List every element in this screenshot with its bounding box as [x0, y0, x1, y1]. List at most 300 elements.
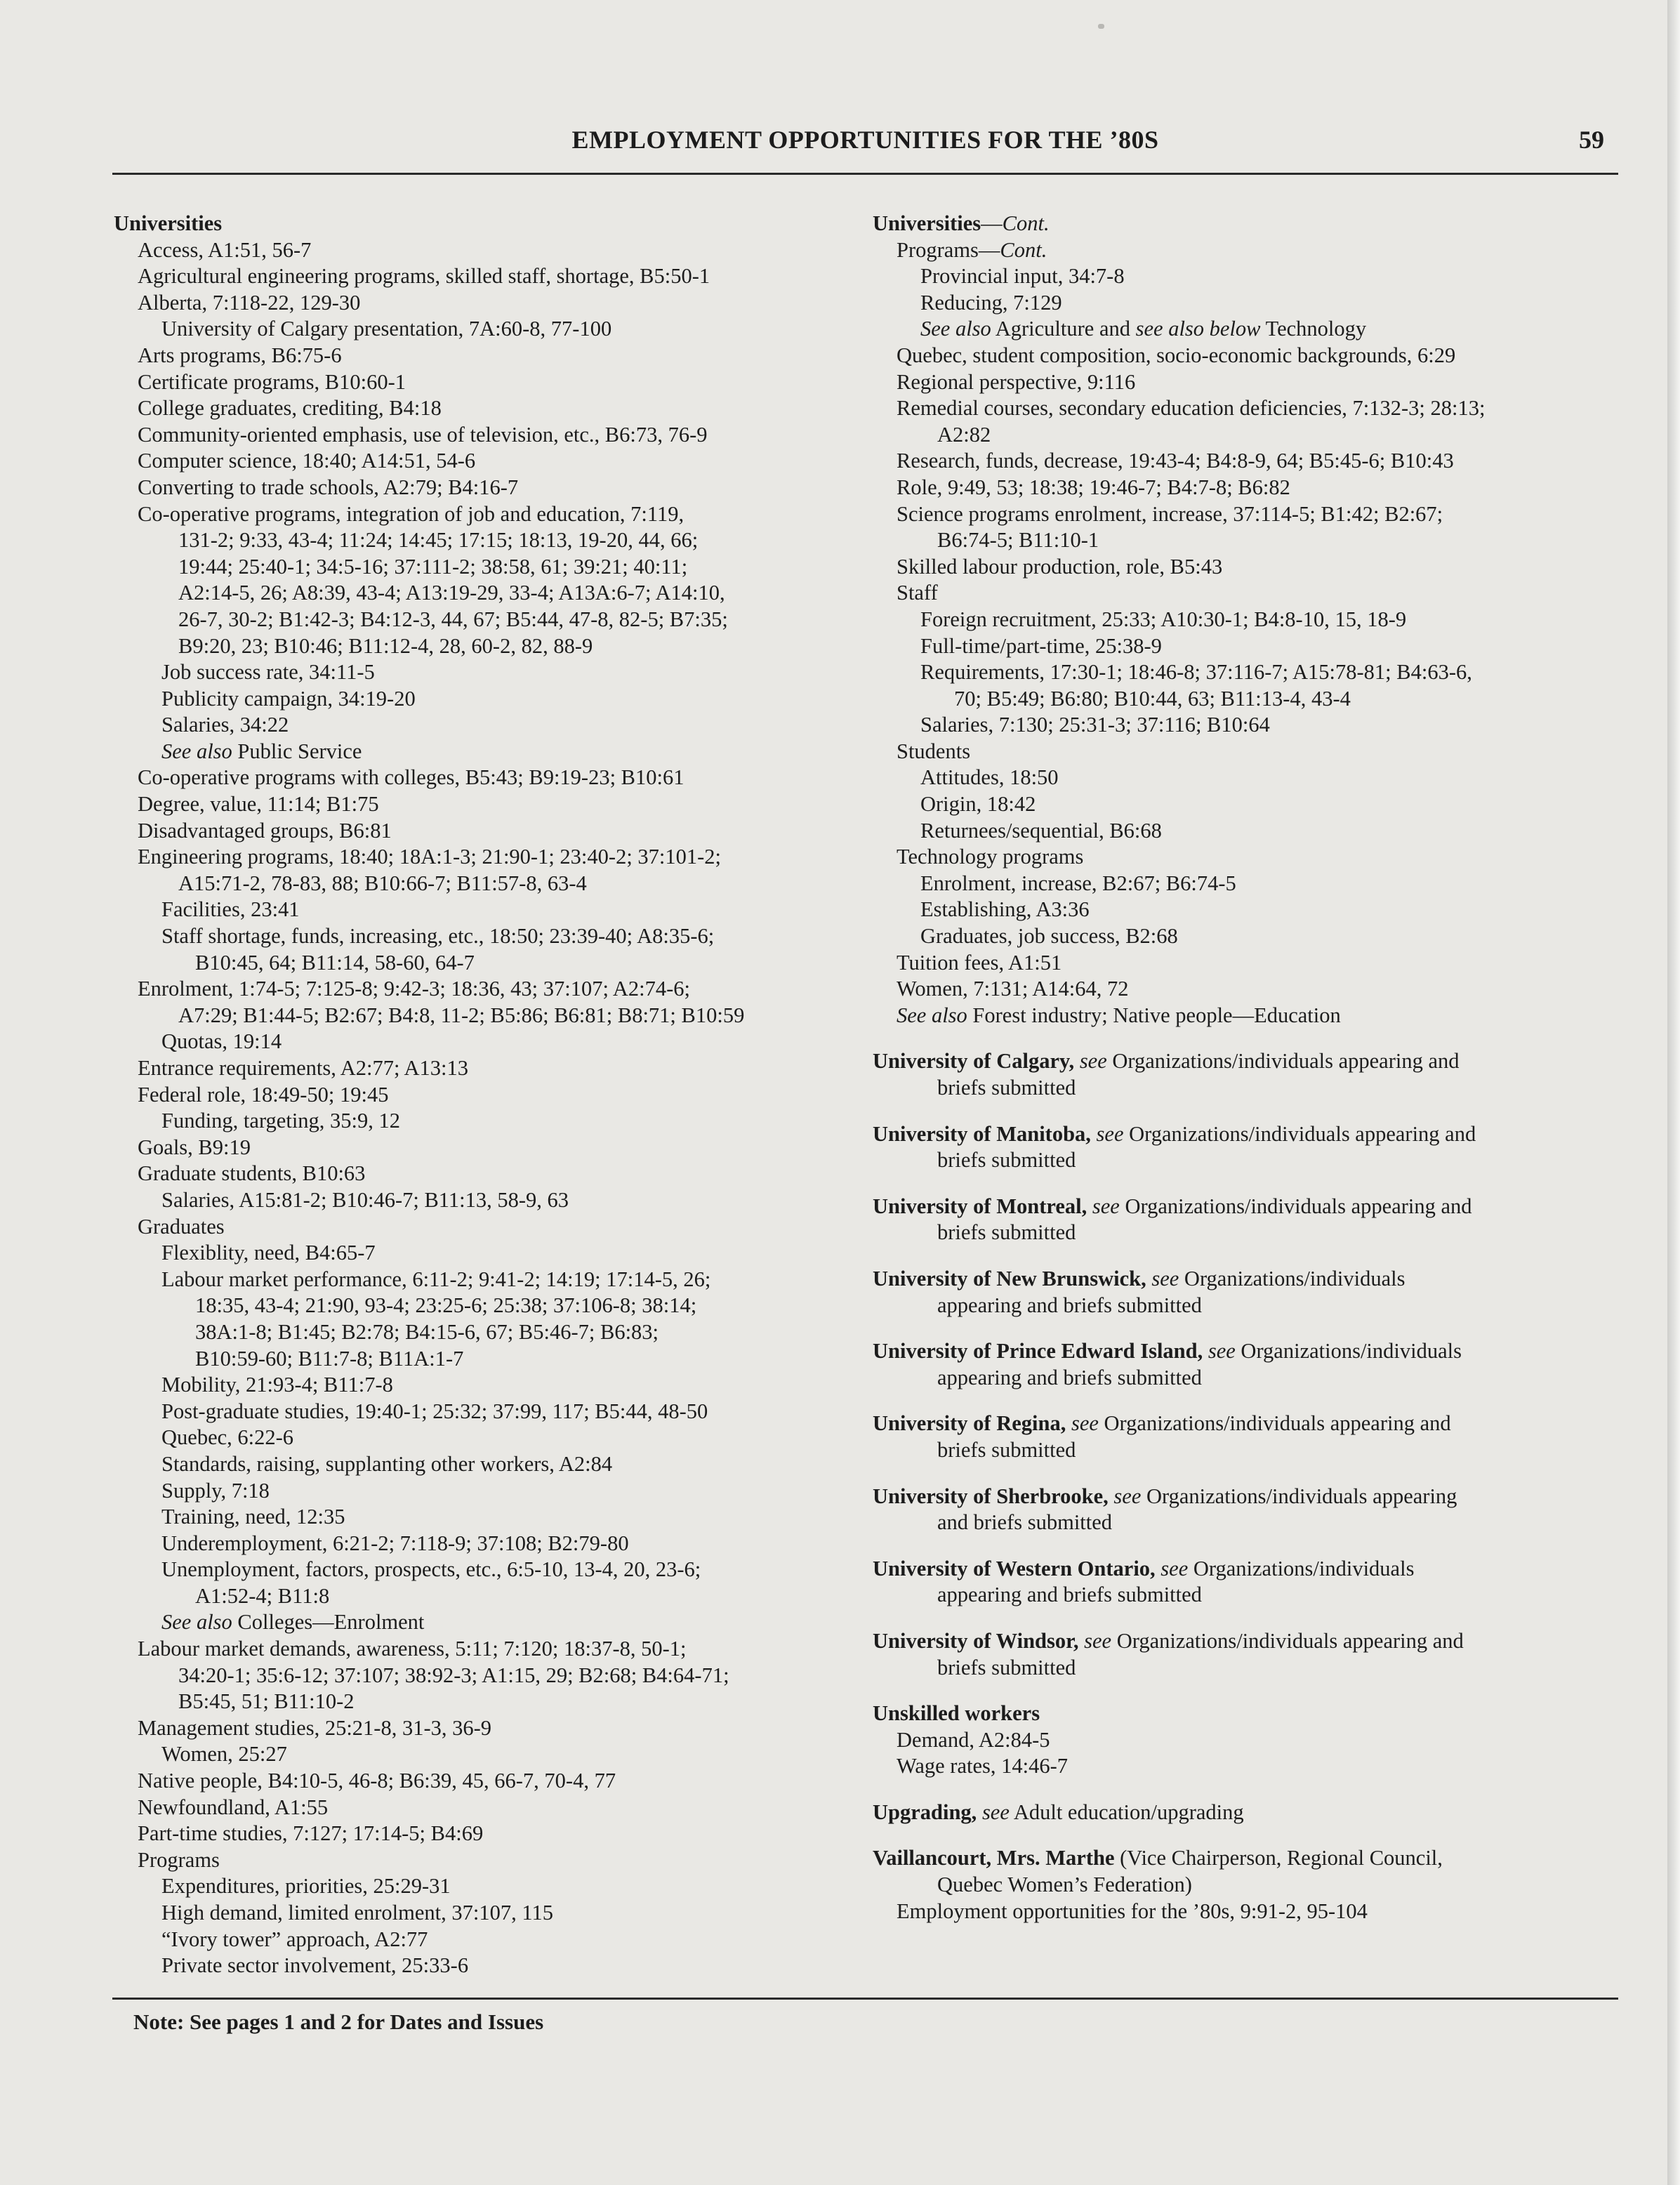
index-entry [114, 343, 844, 369]
entry-text: Engineering programs, 18:40; 18A:1-3; 21:90-1; 23:40-2; 37:101-2; [138, 845, 722, 869]
index-entry [873, 263, 1617, 290]
entry-text: Technology [1260, 317, 1367, 341]
entry-text: 34:20-1; 35:6-12; 37:107; 38:92-3; A1:15, 29; B2:68; B4:64-71; [178, 1663, 729, 1687]
entry-text: Salaries, 7:130; 25:31-3; 37:116; B10:64 [920, 713, 1270, 737]
entry-text: Organizations/individuals appearing and [1119, 1194, 1472, 1218]
entry-text: Forest industry; Native people—Education [967, 1003, 1341, 1027]
entry-text: 18:35, 43-4; 21:90, 93-4; 23:25-6; 25:38; 37:106-8; 38:14; [195, 1293, 697, 1318]
index-entry [114, 263, 844, 290]
index-heading [873, 1121, 1617, 1148]
entry-text: Skilled labour production, role, B5:43 [897, 554, 1223, 579]
entry-text: Research, funds, decrease, 19:43-4; B4:8-9, 64; B5:45-6; B10:43 [897, 449, 1454, 473]
index-entry [114, 1240, 844, 1267]
entry-text: Regional perspective, 9:116 [897, 369, 1136, 394]
entry-text: see [1160, 1556, 1189, 1580]
index-entry [114, 1346, 844, 1373]
entry-text: Full-time/part-time, 25:38-9 [920, 633, 1162, 658]
index-entry [114, 1609, 844, 1636]
index-entry [873, 1899, 1617, 1925]
entry-text: Publicity campaign, 34:19-20 [161, 686, 416, 711]
entry-text: Women, 25:27 [161, 1742, 287, 1767]
entry-text: University of Windsor, [873, 1628, 1079, 1653]
index-entry [873, 1220, 1617, 1246]
entry-text: University of Prince Edward Island, [873, 1339, 1203, 1364]
entry-text: A2:82 [937, 422, 991, 447]
index-entry [114, 1451, 844, 1478]
entry-text: 131-2; 9:33, 43-4; 11:24; 14:45; 17:15; 18:13, 19-20, 44, 66; [178, 528, 699, 553]
entry-text: Colleges—Enrolment [232, 1610, 425, 1635]
index-entry [873, 422, 1617, 449]
entry-text: Alberta, 7:118-22, 129-30 [138, 290, 361, 315]
index-entry [114, 1531, 844, 1557]
index-entry [873, 659, 1617, 686]
entry-text: Management studies, 25:21-8, 31-3, 36-9 [138, 1715, 492, 1740]
index-entry [873, 633, 1617, 660]
entry-text: Funding, targeting, 35:9, 12 [161, 1109, 401, 1133]
index-heading [873, 1701, 1617, 1727]
entry-text: appearing and briefs submitted [937, 1365, 1202, 1389]
index-entry [873, 237, 1617, 264]
index-entry [873, 527, 1617, 554]
entry-text: Post-graduate studies, 19:40-1; 25:32; 37:99, 117; B5:44, 48-50 [161, 1399, 708, 1423]
footer-rule [112, 1998, 1618, 2000]
entry-text [1091, 1122, 1097, 1146]
index-entry [114, 1821, 844, 1847]
entry-text: Programs— [897, 237, 1000, 262]
index-column-right [873, 211, 1617, 1925]
entry-text: Private sector involvement, 25:33-6 [161, 1953, 469, 1978]
entry-text: see [1084, 1628, 1112, 1653]
entry-text: Requirements, 17:30-1; 18:46-8; 37:116-7; A15:78-81; B4:63-6, [920, 660, 1472, 685]
index-entry [873, 897, 1617, 923]
index-heading [873, 1266, 1617, 1293]
entry-text: Computer science, 18:40; A14:51, 54-6 [138, 449, 476, 473]
index-entry [873, 501, 1617, 528]
entry-text: Establishing, A3:36 [920, 897, 1090, 922]
entry-text: Wage rates, 14:46-7 [897, 1754, 1068, 1778]
entry-text: Universities [873, 211, 981, 235]
entry-text: Organizations/individuals appearing and [1111, 1628, 1464, 1653]
index-entry [114, 527, 844, 554]
entry-text: Role, 9:49, 53; 18:38; 19:46-7; B4:7-8; B6:82 [897, 475, 1290, 499]
entry-text: Reducing, 7:129 [920, 290, 1062, 315]
entry-text: Enrolment, 1:74-5; 7:125-8; 9:42-3; 18:36, 43; 37:107; A2:74-6; [138, 977, 691, 1001]
entry-text: Quotas, 19:14 [161, 1029, 282, 1054]
index-entry [114, 1927, 844, 1953]
index-entry [114, 1873, 844, 1900]
entry-text: Foreign recruitment, 25:33; A10:30-1; B4:8-10, 15, 18-9 [920, 607, 1407, 631]
entry-text: Salaries, A15:81-2; B10:46-7; B11:13, 58-9, 63 [161, 1187, 569, 1212]
index-heading [873, 1194, 1617, 1220]
entry-text: See also [161, 739, 232, 763]
index-entry [114, 1795, 844, 1821]
entry-text: 19:44; 25:40-1; 34:5-16; 37:111-2; 38:58, 61; 39:21; 40:11; [178, 554, 688, 579]
entry-text: see [1079, 1049, 1107, 1074]
index-entry [873, 290, 1617, 317]
entry-text: Supply, 7:18 [161, 1478, 270, 1503]
index-entry [114, 1425, 844, 1451]
index-heading [873, 1338, 1617, 1365]
entry-text: Attitudes, 18:50 [920, 765, 1059, 790]
entry-text: A7:29; B1:44-5; B2:67; B4:8, 11-2; B5:86; B6:81; B8:71; B10:59 [178, 1003, 745, 1027]
index-entry [114, 607, 844, 633]
index-entry [873, 686, 1617, 713]
index-entry [114, 1399, 844, 1425]
index-heading [873, 1556, 1617, 1583]
entry-text: Organizations/individuals appearing [1141, 1484, 1457, 1508]
index-heading [873, 1800, 1617, 1826]
index-entry [114, 1663, 844, 1689]
index-column-left [114, 211, 844, 1979]
index-entry [114, 501, 844, 528]
index-entry [114, 237, 844, 264]
index-entry [114, 659, 844, 686]
index-heading [873, 1484, 1617, 1510]
index-entry [873, 712, 1617, 739]
entry-text: See also [897, 1003, 967, 1027]
entry-text: Agricultural engineering programs, skilled staff, shortage, B5:50-1 [138, 264, 710, 289]
entry-text: See also [161, 1610, 232, 1635]
index-entry [114, 554, 844, 581]
index-entry [873, 1582, 1617, 1609]
entry-text: Arts programs, B6:75-6 [138, 343, 342, 367]
entry-text: University of New Brunswick, [873, 1266, 1146, 1290]
entry-text: see [1113, 1484, 1142, 1508]
index-entry [873, 1293, 1617, 1319]
entry-text: University of Sherbrooke, [873, 1484, 1109, 1508]
index-entry [114, 1847, 844, 1874]
index-heading [873, 1845, 1617, 1872]
entry-text: — [981, 211, 1003, 235]
index-entry [114, 369, 844, 396]
entry-text: Organizations/individuals appearing and [1098, 1411, 1451, 1436]
index-entry [873, 871, 1617, 897]
entry-text: see [981, 1800, 1010, 1824]
entry-text: Technology programs [897, 845, 1084, 869]
entry-gap [873, 1464, 1617, 1484]
entry-text: Facilities, 23:41 [161, 897, 300, 922]
index-entry [114, 1029, 844, 1055]
entry-text [977, 1800, 982, 1824]
entry-text [1203, 1339, 1208, 1363]
index-entry [873, 1510, 1617, 1536]
entry-text: Organizations/individuals [1179, 1266, 1405, 1290]
index-heading [873, 1048, 1617, 1075]
entry-text: Labour market performance, 6:11-2; 9:41-2; 14:19; 17:14-5, 26; [161, 1267, 711, 1291]
index-heading [873, 1628, 1617, 1655]
entry-gap [873, 1102, 1617, 1121]
entry-text: see [1092, 1194, 1120, 1218]
entry-text: B5:45, 51; B11:10-2 [178, 1689, 355, 1714]
entry-text: Training, need, 12:35 [161, 1505, 345, 1529]
index-entry [114, 1372, 844, 1399]
entry-text: Staff [897, 581, 938, 605]
entry-text: Co-operative programs, integration of job and education, 7:119, [138, 501, 684, 526]
page-number: 59 [1579, 126, 1604, 154]
entry-text: Organizations/individuals appearing and [1123, 1121, 1476, 1146]
entry-text: Newfoundland, A1:55 [138, 1795, 329, 1819]
index-entry [114, 739, 844, 765]
index-entry [114, 1135, 844, 1161]
index-entry [114, 818, 844, 845]
page-title: EMPLOYMENT OPPORTUNITIES FOR THE ’80S [571, 126, 1159, 154]
index-entry [114, 1319, 844, 1346]
index-entry [114, 395, 844, 422]
entry-text: Disadvantaged groups, B6:81 [138, 818, 392, 843]
index-entry [114, 1689, 844, 1715]
index-entry [114, 1108, 844, 1135]
entry-text: Unskilled workers [873, 1701, 1040, 1726]
entry-text: A2:14-5, 26; A8:39, 43-4; A13:19-29, 33-4; A13A:6-7; A14:10, [178, 581, 725, 605]
index-entry [873, 739, 1617, 765]
entry-gap [873, 1246, 1617, 1266]
page-edge [1667, 0, 1680, 2185]
entry-text: briefs submitted [937, 1220, 1076, 1245]
entry-gap [873, 1174, 1617, 1194]
entry-text: Science programs enrolment, increase, 37:114-5; B1:42; B2:67; [897, 501, 1443, 526]
entry-text: briefs submitted [937, 1148, 1076, 1173]
index-entry [873, 1727, 1617, 1754]
entry-text: Mobility, 21:93-4; B11:7-8 [161, 1373, 393, 1397]
entry-text: Vaillancourt, Mrs. Marthe [873, 1846, 1115, 1870]
index-entry [873, 1437, 1617, 1464]
index-entry [873, 475, 1617, 501]
entry-text: See also [920, 317, 991, 341]
paper-speck [1098, 24, 1104, 29]
index-entry [873, 923, 1617, 950]
index-entry [114, 686, 844, 713]
entry-text: Universities [114, 211, 223, 235]
entry-text: Community-oriented emphasis, use of television, etc., B6:73, 76-9 [138, 422, 708, 447]
index-entry [873, 818, 1617, 845]
entry-text: Organizations/individuals [1188, 1556, 1415, 1580]
index-entry [114, 1003, 844, 1029]
entry-text: (Vice Chairperson, Regional Council, [1114, 1846, 1443, 1870]
index-entry [114, 844, 844, 871]
entry-text: briefs submitted [937, 1655, 1076, 1679]
entry-text: Certificate programs, B10:60-1 [138, 369, 406, 394]
entry-text: 26-7, 30-2; B1:42-3; B4:12-3, 44, 67; B5:44, 47-8, 82-5; B7:35; [178, 607, 728, 631]
entry-text: Salaries, 34:22 [161, 713, 289, 737]
index-entry [114, 976, 844, 1003]
entry-text [1074, 1049, 1080, 1073]
index-entry [873, 1003, 1617, 1029]
index-entry [114, 1583, 844, 1610]
entry-text: Underemployment, 6:21-2; 7:118-9; 37:108; B2:79-80 [161, 1531, 629, 1555]
entry-text: University of Manitoba, [873, 1121, 1091, 1146]
index-entry [114, 1557, 844, 1583]
index-entry [114, 950, 844, 977]
entry-text: and briefs submitted [937, 1510, 1113, 1535]
index-entry [114, 448, 844, 475]
entry-text: briefs submitted [937, 1076, 1076, 1100]
entry-text: see [1071, 1411, 1099, 1436]
index-heading [873, 1411, 1617, 1437]
entry-text: 70; B5:49; B6:80; B10:44, 63; B11:13-4, 43-4 [954, 686, 1351, 711]
entry-text [1087, 1194, 1092, 1218]
index-entry [114, 1267, 844, 1293]
index-entry [114, 1504, 844, 1531]
entry-text: Returnees/sequential, B6:68 [920, 818, 1162, 843]
index-entry [873, 1147, 1617, 1174]
index-entry [873, 1075, 1617, 1102]
index-entry [873, 976, 1617, 1003]
entry-text: Staff shortage, funds, increasing, etc., 18:50; 23:39-40; A8:35-6; [161, 924, 715, 949]
index-entry [114, 1900, 844, 1927]
entry-gap [873, 1826, 1617, 1845]
entry-text: Converting to trade schools, A2:79; B4:16-7 [138, 475, 519, 499]
index-entry [873, 1753, 1617, 1780]
entry-text: Quebec Women’s Federation) [937, 1873, 1192, 1897]
entry-text: Demand, A2:84-5 [897, 1727, 1050, 1752]
entry-text: Entrance requirements, A2:77; A13:13 [138, 1056, 468, 1080]
entry-text: Goals, B9:19 [138, 1135, 251, 1159]
page-header [112, 125, 1618, 175]
entry-text: High demand, limited enrolment, 37:107, 115 [161, 1901, 553, 1925]
entry-text: B10:59-60; B11:7-8; B11A:1-7 [195, 1346, 464, 1371]
entry-text: College graduates, crediting, B4:18 [138, 396, 442, 421]
index-entry [114, 791, 844, 818]
index-entry [114, 580, 844, 607]
entry-text: Cont. [1000, 237, 1047, 262]
index-entry [114, 1478, 844, 1505]
entry-text: Adult education/upgrading [1009, 1800, 1244, 1824]
entry-text: B9:20, 23; B10:46; B11:12-4, 28, 60-2, 82, 88-9 [178, 633, 593, 658]
entry-text: 38A:1-8; B1:45; B2:78; B4:15-6, 67; B5:46-7; B6:83; [195, 1319, 659, 1344]
entry-text: Students [897, 739, 971, 763]
entry-text: appearing and briefs submitted [937, 1293, 1202, 1317]
entry-text: Provincial input, 34:7-8 [920, 264, 1125, 289]
entry-text: Programs [138, 1847, 220, 1872]
entry-gap [873, 1780, 1617, 1800]
index-entry [873, 950, 1617, 977]
entry-text: see also below [1135, 317, 1261, 341]
entry-text: Graduates, job success, B2:68 [920, 924, 1178, 949]
entry-text: Degree, value, 11:14; B1:75 [138, 792, 379, 817]
entry-text: Cont. [1002, 211, 1050, 235]
index-entry [114, 1741, 844, 1768]
entry-text: Employment opportunities for the ’80s, 9:91-2, 95-104 [897, 1899, 1368, 1923]
entry-text: briefs submitted [937, 1437, 1076, 1462]
index-entry [114, 1293, 844, 1319]
index-entry [114, 1636, 844, 1663]
entry-text: Federal role, 18:49-50; 19:45 [138, 1082, 389, 1107]
index-heading [873, 211, 1617, 237]
index-entry [873, 765, 1617, 791]
index-entry [114, 897, 844, 923]
index-entry [114, 1082, 844, 1109]
entry-text: University of Western Ontario, [873, 1556, 1156, 1580]
index-entry [114, 1187, 844, 1214]
index-entry [114, 1715, 844, 1742]
entry-text: Standards, raising, supplanting other workers, A2:84 [161, 1451, 613, 1476]
entry-text: Expenditures, priorities, 25:29-31 [161, 1874, 451, 1899]
entry-gap [873, 1391, 1617, 1411]
entry-text: Enrolment, increase, B2:67; B6:74-5 [920, 871, 1236, 895]
index-entry [114, 290, 844, 317]
entry-text: Flexiblity, need, B4:65-7 [161, 1241, 376, 1265]
entry-text: Native people, B4:10-5, 46-8; B6:39, 45, 66-7, 70-4, 77 [138, 1769, 616, 1793]
entry-text: see [1208, 1339, 1236, 1364]
index-entry [873, 369, 1617, 396]
index-entry [114, 316, 844, 343]
index-entry [114, 765, 844, 791]
entry-text: Origin, 18:42 [920, 792, 1036, 817]
entry-text: University of Calgary, [873, 1049, 1075, 1074]
index-entry [114, 475, 844, 501]
entry-text: Remedial courses, secondary education deficiencies, 7:132-3; 28:13; [897, 396, 1486, 421]
index-entry [873, 448, 1617, 475]
entry-text: Job success rate, 34:11-5 [161, 660, 375, 685]
index-entry [114, 1214, 844, 1241]
entry-text: see [1151, 1266, 1179, 1290]
entry-text: Quebec, 6:22-6 [161, 1425, 294, 1450]
entry-gap [873, 1319, 1617, 1338]
entry-text: Women, 7:131; A14:64, 72 [897, 977, 1129, 1001]
entry-text: B10:45, 64; B11:14, 58-60, 64-7 [195, 950, 475, 975]
entry-text: Upgrading, [873, 1800, 977, 1824]
index-entry [873, 1872, 1617, 1899]
entry-text: Co-operative programs with colleges, B5:43; B9:19-23; B10:61 [138, 765, 684, 790]
entry-text: Quebec, student composition, socio-economic backgrounds, 6:29 [897, 343, 1456, 367]
index-entry [873, 791, 1617, 818]
index-entry [114, 712, 844, 739]
entry-text: University of Regina, [873, 1411, 1066, 1436]
index-entry [873, 316, 1617, 343]
entry-text: Organizations/individuals [1235, 1339, 1462, 1364]
entry-text: see [1096, 1121, 1124, 1146]
entry-text: Access, A1:51, 56-7 [138, 237, 312, 262]
index-entry [114, 923, 844, 950]
entry-text: A1:52-4; B11:8 [195, 1583, 330, 1608]
entry-text: Part-time studies, 7:127; 17:14-5; B4:69 [138, 1821, 484, 1846]
entry-text: Unemployment, factors, prospects, etc., 6:5-10, 13-4, 20, 23-6; [161, 1557, 701, 1582]
index-entry [114, 422, 844, 449]
entry-text: B6:74-5; B11:10-1 [937, 528, 1099, 553]
entry-text: “Ivory tower” approach, A2:77 [161, 1927, 428, 1951]
index-entry [114, 871, 844, 897]
index-heading [114, 211, 844, 237]
index-entry [114, 1055, 844, 1082]
footer-note: Note: See pages 1 and 2 for Dates and Issues [133, 2009, 544, 2034]
entry-text: Labour market demands, awareness, 5:11; 7:120; 18:37-8, 50-1; [138, 1637, 687, 1661]
index-entry [114, 633, 844, 660]
index-entry [114, 1768, 844, 1795]
entry-gap [873, 1029, 1617, 1048]
index-entry [114, 1953, 844, 1979]
index-entry [873, 343, 1617, 369]
index-entry [873, 554, 1617, 581]
index-entry [873, 1365, 1617, 1392]
entry-text: A15:71-2, 78-83, 88; B10:66-7; B11:57-8, 63-4 [178, 871, 587, 895]
entry-gap [873, 1681, 1617, 1701]
entry-gap [873, 1536, 1617, 1556]
entry-gap [873, 1609, 1617, 1628]
index-entry [873, 580, 1617, 607]
entry-text: Public Service [232, 739, 362, 763]
entry-text: Tuition fees, A1:51 [897, 950, 1062, 975]
index-entry [873, 395, 1617, 422]
entry-text: Agriculture and [991, 317, 1136, 341]
index-entry [873, 1655, 1617, 1682]
entry-text [1066, 1411, 1071, 1435]
entry-text: University of Montreal, [873, 1194, 1087, 1218]
entry-text: appearing and briefs submitted [937, 1583, 1202, 1607]
index-entry [873, 844, 1617, 871]
index-entry [114, 1161, 844, 1187]
index-entry [873, 607, 1617, 633]
entry-text: Graduate students, B10:63 [138, 1161, 366, 1186]
